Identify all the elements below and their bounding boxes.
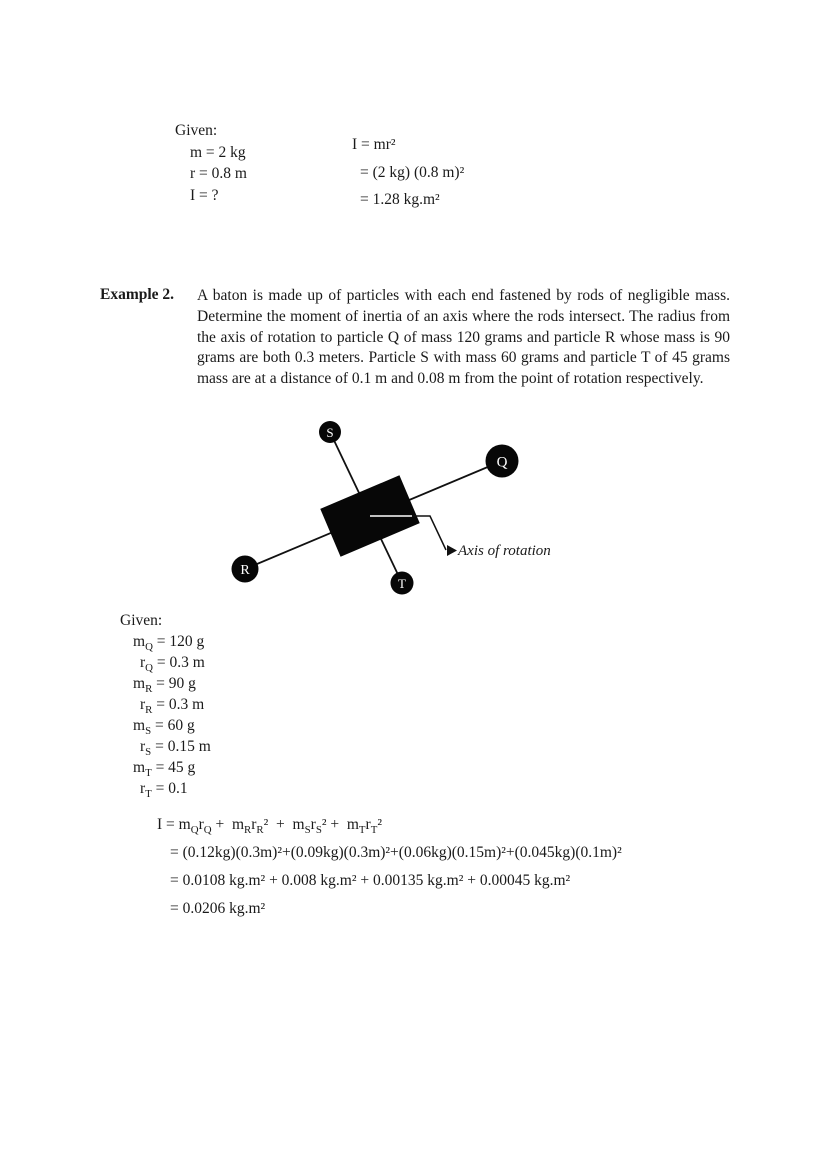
- baton-diagram-svg: [220, 415, 580, 610]
- given-line: $m_Q = 120$ g: [133, 633, 205, 654]
- given-line: $r_R = 0.3$ m: [140, 696, 205, 717]
- given-line: $m_R = 90$ g: [133, 675, 196, 696]
- example1-given-block: [175, 120, 247, 206]
- example2-given-block: [120, 610, 211, 799]
- given-label: Given:: [120, 612, 163, 629]
- solution-line: = 0.0108 kg.m² + 0.008 kg.m² + 0.00135 kg.m² + 0.00045 kg.m²: [170, 872, 571, 889]
- particle-r-label: R: [240, 563, 250, 578]
- given-line: $r_S = 0.15$ m: [140, 738, 211, 759]
- given-line: $r_T = 0.1$: [140, 780, 188, 801]
- example-body-text: A baton is made up of particles with each end fastened by rods of negligible mass. Determine the moment of inertia of an axis where the rods intersect. The radius from the axis of rotation to particle Q of mass 120 grams and particle R whose mass is 90 grams are both 0.3 meters. Particle S with mass 60 grams and particle T of 45 grams mass are at a distance of 0.1 m and 0.08 m from the point of rotation respectively.: [197, 287, 730, 388]
- given-line: m = 2 kg: [190, 143, 246, 161]
- solution-line: = 1.28 kg.m²: [360, 191, 440, 208]
- solution-line: = 0.0206 kg.m²: [170, 900, 266, 917]
- axis-of-rotation-label: Axis of rotation: [458, 543, 551, 559]
- solution-line: = (0.12kg)(0.3m)²+(0.09kg)(0.3m)²+(0.06kg)(0.15m)²+(0.045kg)(0.1m)²: [170, 844, 622, 861]
- solution-line: $I = m_Qr_Q + m_Rr_R^2 + m_Sr_S^2 + m_Tr_T^2$: [157, 816, 382, 837]
- baton-diagram: [220, 415, 580, 610]
- given-line: $m_S = 60$ g: [133, 717, 195, 738]
- particle-q-label: Q: [496, 454, 508, 471]
- given-label: Given:: [175, 122, 218, 139]
- solution-line: I = mr²: [352, 136, 396, 153]
- solution-line: = (2 kg) (0.8 m)²: [360, 163, 465, 181]
- given-line: $m_T = 45$ g: [133, 759, 196, 780]
- given-line: I = ?: [190, 186, 219, 204]
- example2-problem: [100, 286, 730, 390]
- example2-solution-block: [157, 811, 622, 923]
- axis-arrow-icon: [447, 545, 457, 556]
- given-line: $r_Q = 0.3$ m: [140, 654, 205, 675]
- example1-solution-block: [352, 131, 464, 214]
- example-label: Example 2.: [100, 286, 175, 303]
- given-line: r = 0.8 m: [190, 165, 247, 182]
- particle-t-label: T: [398, 576, 406, 591]
- particle-s-label: S: [326, 425, 334, 440]
